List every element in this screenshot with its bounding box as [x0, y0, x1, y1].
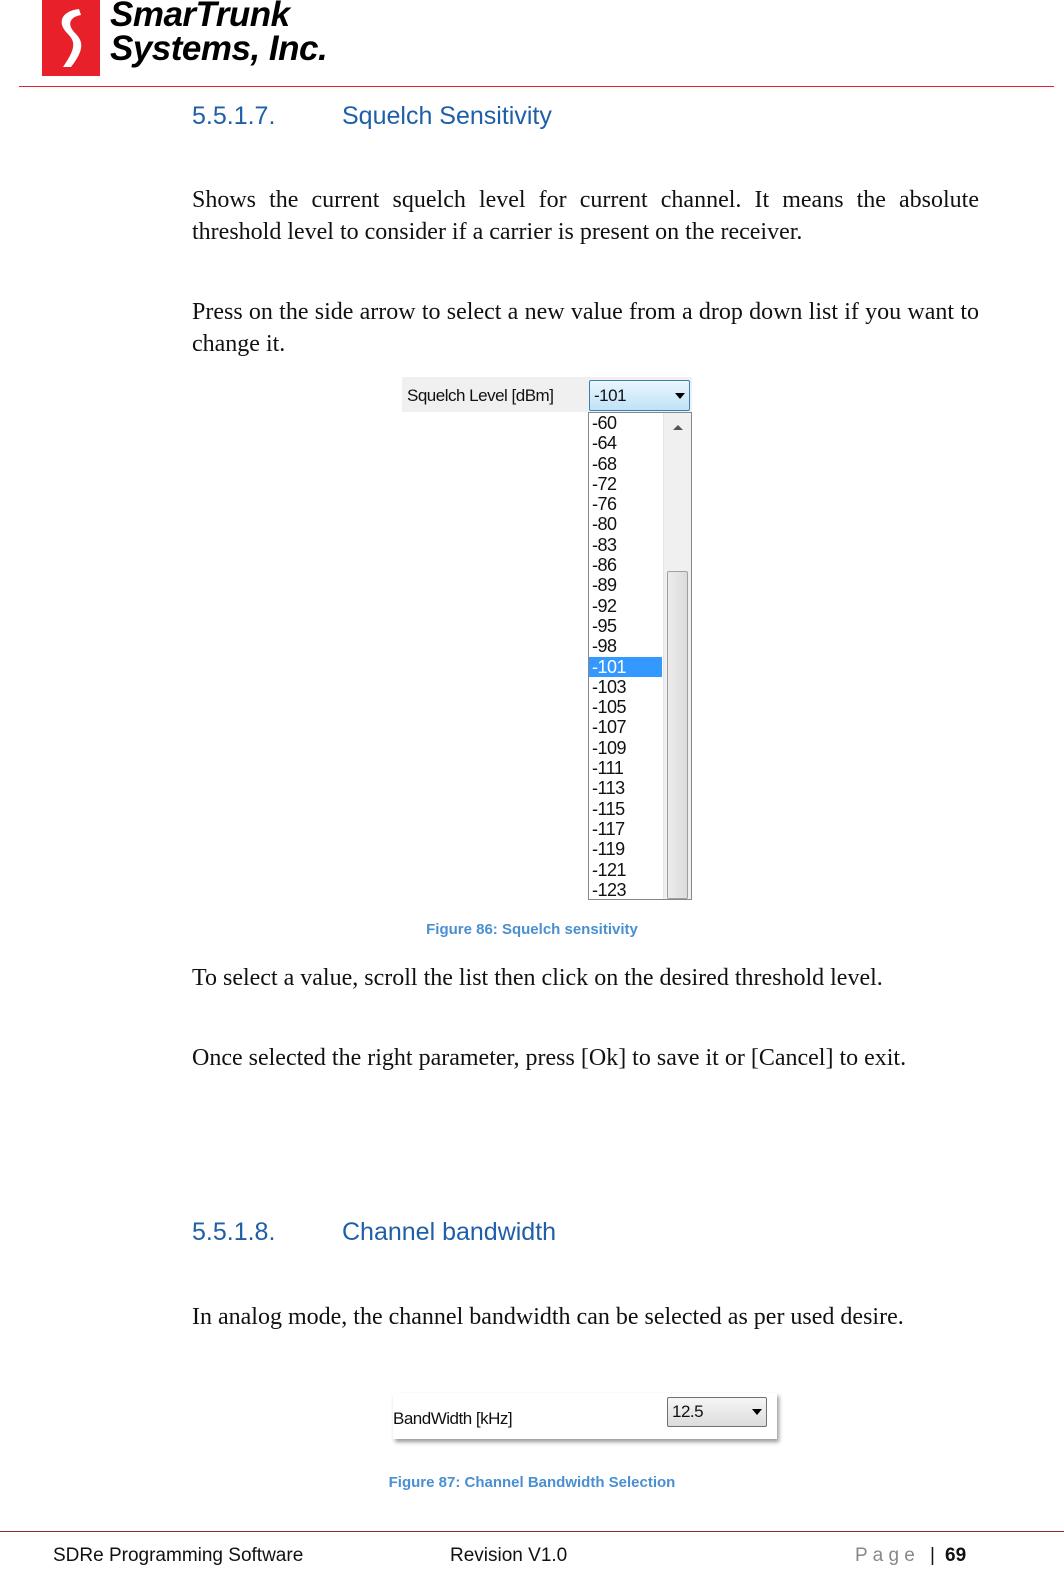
- list-item[interactable]: -117: [592, 818, 625, 839]
- chevron-down-icon: [752, 1409, 762, 1415]
- list-item[interactable]: -86: [592, 555, 617, 576]
- list-item[interactable]: -121: [592, 859, 627, 880]
- scroll-up-icon[interactable]: [673, 425, 683, 430]
- scrollbar[interactable]: [663, 413, 691, 899]
- list-item[interactable]: -123: [592, 879, 627, 900]
- list-item[interactable]: -115: [592, 798, 625, 819]
- list-item[interactable]: -119: [592, 839, 625, 860]
- paragraph: Once selected the right parameter, press [Ok] to save it or [Cancel] to exit.: [192, 1045, 907, 1071]
- footer-doc-title: SDRe Programming Software: [53, 1545, 304, 1566]
- scrollbar-thumb[interactable]: [667, 571, 688, 899]
- figure-caption: Figure 87: Channel Bandwidth Selection: [388, 1474, 676, 1491]
- section-heading: 5.5.1.8. Channel bandwidth: [192, 1218, 557, 1246]
- list-item[interactable]: -76: [592, 494, 617, 515]
- list-item[interactable]: -80: [592, 514, 617, 535]
- squelch-dropdown[interactable]: -101: [589, 380, 690, 411]
- logo-icon: [42, 0, 100, 76]
- header-divider: [19, 86, 1054, 87]
- footer-separator: |: [930, 1545, 935, 1566]
- squelch-label: Squelch Level [dBm]: [407, 386, 554, 405]
- footer-page-number: 69: [945, 1545, 967, 1566]
- list-item[interactable]: -98: [592, 636, 617, 657]
- paragraph: Press on the side arrow to select a new value from a drop down list if you want to change it.: [192, 299, 979, 357]
- figure-caption: Figure 86: Squelch sensitivity: [426, 921, 638, 938]
- list-item[interactable]: -83: [592, 534, 617, 555]
- list-item[interactable]: -109: [592, 737, 627, 758]
- list-item[interactable]: -113: [592, 778, 625, 799]
- bandwidth-label: BandWidth [kHz]: [393, 1409, 513, 1428]
- paragraph: In analog mode, the channel bandwidth can be selected as per used desire.: [192, 1304, 904, 1330]
- list-item[interactable]: -92: [592, 595, 617, 616]
- bandwidth-dropdown[interactable]: 12.5: [667, 1397, 767, 1427]
- section-heading: 5.5.1.7. Squelch Sensitivity: [192, 102, 552, 130]
- list-item[interactable]: -95: [592, 615, 617, 636]
- list-item[interactable]: -105: [592, 697, 627, 718]
- list-item[interactable]: -107: [592, 717, 627, 738]
- list-item[interactable]: -60: [592, 413, 617, 433]
- list-item[interactable]: -64: [592, 433, 617, 454]
- list-item[interactable]: -89: [592, 575, 617, 596]
- company-logo-text: SmarTrunk Systems, Inc.: [110, 0, 328, 68]
- list-item[interactable]: -103: [592, 676, 627, 697]
- squelch-options-list[interactable]: [588, 412, 692, 900]
- footer-revision: Revision V1.0: [450, 1545, 568, 1566]
- list-item[interactable]: -101: [589, 657, 662, 677]
- list-item[interactable]: -111: [592, 758, 624, 779]
- list-item[interactable]: -68: [592, 453, 617, 474]
- paragraph: To select a value, scroll the list then click on the desired threshold level.: [192, 965, 883, 991]
- list-item[interactable]: -72: [592, 473, 617, 494]
- chevron-down-icon: [675, 393, 685, 399]
- paragraph: Shows the current squelch level for current channel. It means the absolute threshold level to consider if a carrier is present on the receiver.: [192, 187, 979, 245]
- footer-page-label: P a g e: [855, 1545, 915, 1566]
- footer-divider: [0, 1531, 1064, 1532]
